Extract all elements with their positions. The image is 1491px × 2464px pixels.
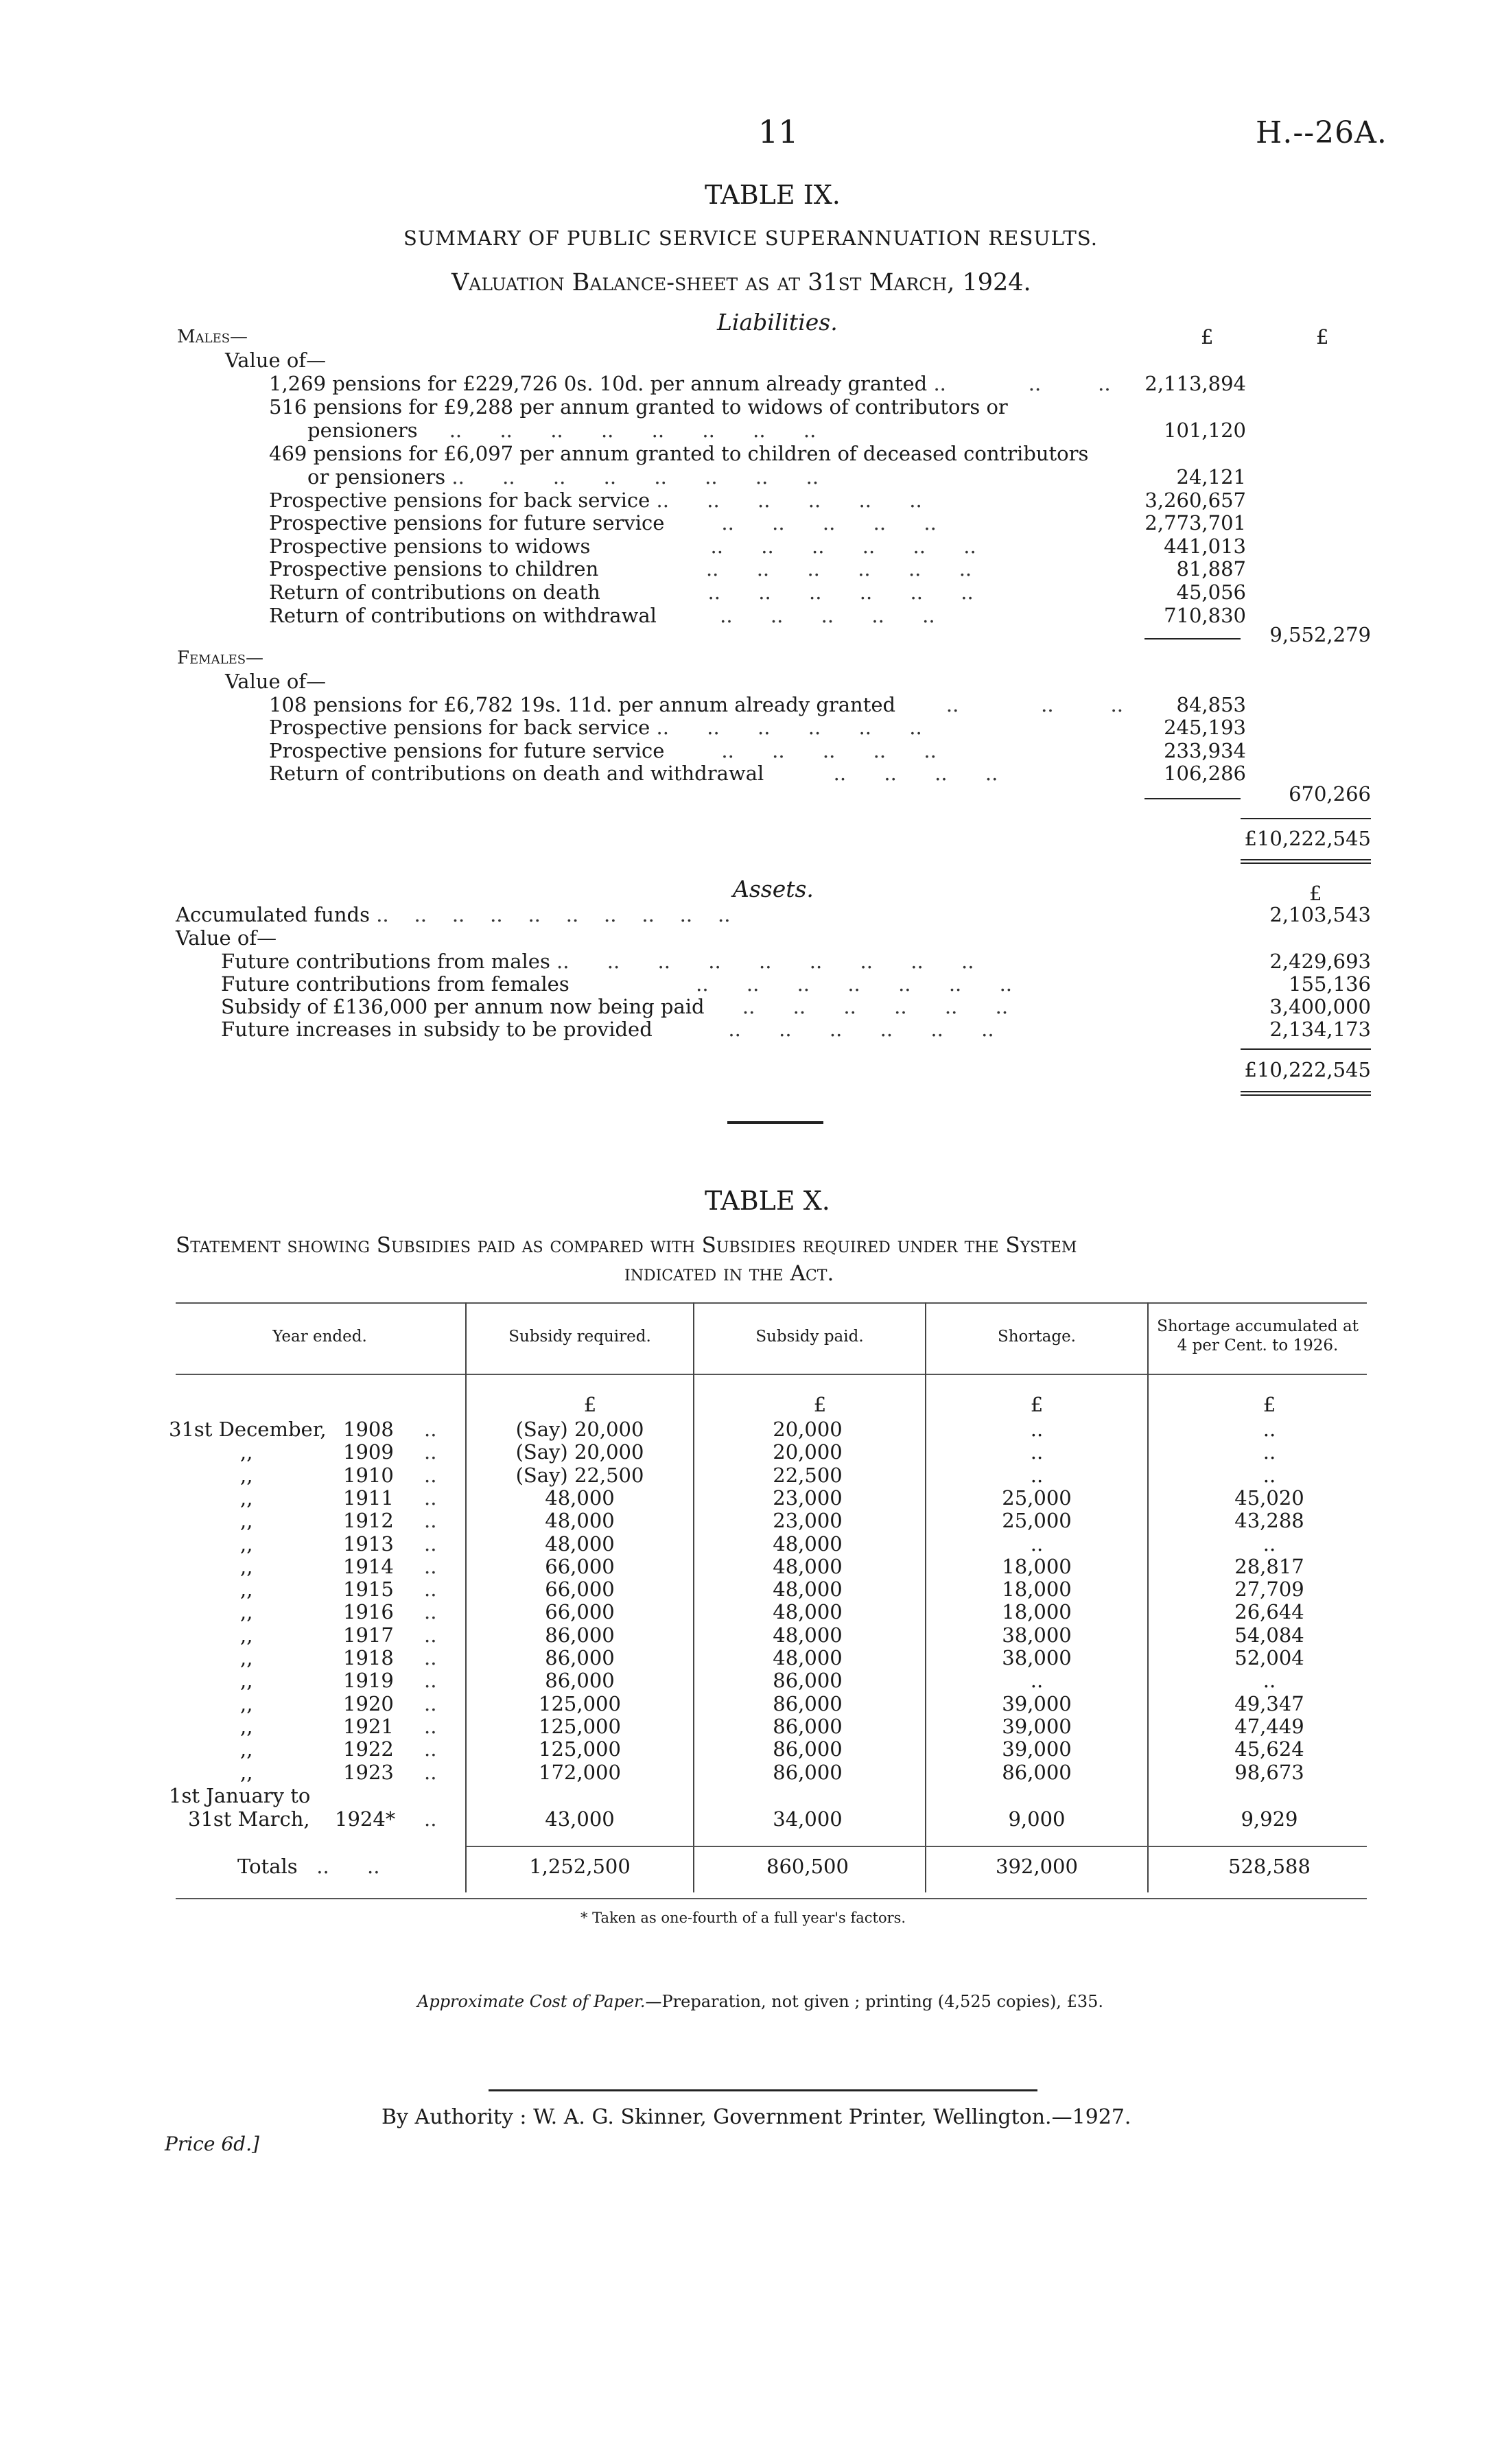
females-total: 670,266 [1289, 782, 1371, 806]
last-row-required: 43,000 [545, 1807, 615, 1831]
line-item-value: 3,400,000 [1269, 995, 1371, 1018]
row-prefix: ,, [240, 1646, 253, 1669]
row-leader: .. [424, 1577, 437, 1601]
line-item-label: Prospective pensions for future service .. .. .. .. .. [269, 511, 937, 535]
row-leader: .. [424, 1464, 437, 1487]
row-shortage: 39,000 [1002, 1715, 1072, 1738]
col-header-accumulated-1: Shortage accumulated at [1157, 1317, 1359, 1335]
totals-top-rule [467, 1846, 1367, 1847]
row-shortage: 25,000 [1002, 1486, 1072, 1510]
row-required: 86,000 [545, 1623, 615, 1647]
row-paid: 48,000 [773, 1623, 843, 1647]
last-row-year: 1924* [335, 1807, 396, 1831]
table-x-header-rule [176, 1374, 1367, 1375]
row-required: 48,000 [545, 1509, 615, 1532]
line-item-label: 108 pensions for £6,782 19s. 11d. per annum already granted .. .. .. [269, 693, 1123, 716]
table-x-subtitle-line1: Statement showing Subsidies paid as compared with Subsidies required under the System [176, 1233, 1077, 1258]
row-leader: .. [424, 1715, 437, 1738]
row-paid: 20,000 [773, 1440, 843, 1464]
col-header-paid: Subsidy paid. [755, 1328, 864, 1346]
females-value-of: Value of— [225, 670, 327, 693]
row-paid: 48,000 [773, 1532, 843, 1556]
row-shortage: .. [1030, 1464, 1044, 1487]
row-leader: .. [424, 1418, 437, 1441]
row-prefix: ,, [240, 1692, 253, 1715]
row-shortage: .. [1030, 1440, 1044, 1464]
totals-paid: 860,500 [766, 1855, 849, 1878]
row-paid: 23,000 [773, 1486, 843, 1510]
document-reference: H.--26A. [1256, 115, 1387, 150]
row-prefix: ,, [240, 1555, 253, 1578]
males-heading: Males— [177, 327, 248, 347]
row-prefix: ,, [240, 1715, 253, 1738]
line-item-value: 710,830 [1164, 604, 1246, 627]
balance-sheet-title: Valuation Balance-sheet as at 31st March, 1924. [451, 269, 1031, 296]
line-item-label: 469 pensions for £6,097 per annum granted to children of deceased contributors [269, 442, 1089, 465]
table-x-bottom-rule [176, 1898, 1367, 1899]
row-year: 1911 [343, 1486, 394, 1510]
row-year: 1910 [343, 1464, 394, 1487]
row-accumulated: 26,644 [1234, 1600, 1304, 1623]
row-paid: 48,000 [773, 1600, 843, 1623]
table-x-title: TABLE X. [705, 1186, 830, 1216]
col-divider-1 [465, 1302, 467, 1892]
line-item-label: or pensioners .. .. .. .. .. .. .. .. [307, 465, 819, 489]
row-shortage: 18,000 [1002, 1600, 1072, 1623]
liabilities-total: £10,222,545 [1244, 827, 1371, 850]
row-required: 66,000 [545, 1600, 615, 1623]
row-year: 1912 [343, 1509, 394, 1532]
row-year: 1916 [343, 1600, 394, 1623]
liabilities-total-rule [1241, 818, 1371, 819]
row-paid: 48,000 [773, 1577, 843, 1601]
line-item-label: Return of contributions on death .. .. .. .. .. .. [269, 580, 974, 604]
line-item-value: 2,134,173 [1269, 1018, 1371, 1041]
row-shortage: 39,000 [1002, 1692, 1072, 1715]
totals-accumulated: 528,588 [1228, 1855, 1311, 1878]
line-item-value: 101,120 [1164, 419, 1246, 442]
line-item-value: 2,773,701 [1144, 511, 1246, 535]
line-item-label: Prospective pensions for back service .. .. .. .. .. .. [269, 489, 922, 512]
currency-paid: £ [813, 1393, 827, 1416]
row-leader: .. [424, 1555, 437, 1578]
last-row-paid: 34,000 [773, 1807, 843, 1831]
row-prefix: ,, [240, 1486, 253, 1510]
row-required: (Say) 22,500 [515, 1464, 644, 1487]
line-item-value: 2,429,693 [1269, 950, 1371, 973]
row-accumulated: 28,817 [1234, 1555, 1304, 1578]
row-year: 1923 [343, 1761, 394, 1784]
females-heading: Females— [177, 648, 264, 668]
row-shortage: 86,000 [1002, 1761, 1072, 1784]
row-required: 86,000 [545, 1669, 615, 1692]
line-item-value: 3,260,657 [1144, 489, 1246, 512]
row-year: 1914 [343, 1555, 394, 1578]
totals-required: 1,252,500 [529, 1855, 631, 1878]
row-shortage: .. [1030, 1532, 1044, 1556]
currency-shortage: £ [1030, 1393, 1044, 1416]
assets-total-rule [1241, 1048, 1371, 1050]
row-shortage: .. [1030, 1669, 1044, 1692]
line-item-label: Prospective pensions for future service .. .. .. .. .. [269, 739, 937, 762]
liabilities-double-rule [1241, 859, 1371, 864]
row-shortage: 18,000 [1002, 1577, 1072, 1601]
row-prefix: ,, [240, 1464, 253, 1487]
liabilities-currency-1: £ [1201, 325, 1214, 349]
row-leader: .. [424, 1623, 437, 1647]
males-total: 9,552,279 [1269, 623, 1371, 646]
row-year: 1920 [343, 1692, 394, 1715]
row-year: 1919 [343, 1669, 394, 1692]
row-paid: 86,000 [773, 1737, 843, 1761]
authority-rule [489, 2089, 1037, 2091]
last-row-prefix-1: 1st January to [169, 1784, 311, 1807]
line-item-value: 45,056 [1176, 580, 1246, 604]
line-item-value: 245,193 [1164, 716, 1246, 739]
row-required: 125,000 [539, 1715, 621, 1738]
paper-cost-note: Approximate Cost of Paper.—Preparation, not given ; printing (4,525 copies), £35. [417, 1992, 1104, 2011]
col-header-accumulated-2: 4 per Cent. to 1926. [1177, 1337, 1339, 1354]
row-shortage: 39,000 [1002, 1737, 1072, 1761]
liabilities-currency-2: £ [1316, 325, 1329, 349]
row-leader: .. [424, 1532, 437, 1556]
row-accumulated: 49,347 [1234, 1692, 1304, 1715]
col-divider-3 [925, 1302, 926, 1892]
line-item-label: Return of contributions on death and withdrawal .. .. .. .. [269, 762, 998, 785]
line-item-value: 84,853 [1176, 693, 1246, 716]
line-item-label: Future contributions from females .. .. .. .. .. .. .. [221, 972, 1013, 996]
table-x-footnote: * Taken as one-fourth of a full year's factors. [580, 1910, 906, 1926]
row-prefix: ,, [240, 1509, 253, 1532]
line-item-label: Prospective pensions to children .. .. .. .. .. .. [269, 557, 972, 580]
row-paid: 48,000 [773, 1646, 843, 1669]
line-item-label: 1,269 pensions for £229,726 0s. 10d. per annum already granted .. .. .. [269, 372, 1111, 395]
line-item-value: 441,013 [1164, 535, 1246, 558]
row-required: 125,000 [539, 1737, 621, 1761]
line-item-label: Prospective pensions to widows .. .. .. .. .. .. [269, 535, 976, 558]
row-accumulated: .. [1263, 1440, 1276, 1464]
row-accumulated: 47,449 [1234, 1715, 1304, 1738]
row-prefix: 31st December, [169, 1418, 327, 1441]
row-paid: 22,500 [773, 1464, 843, 1487]
currency-required: £ [583, 1393, 597, 1416]
row-year: 1917 [343, 1623, 394, 1647]
liabilities-heading: Liabilities. [717, 309, 838, 336]
row-paid: 86,000 [773, 1692, 843, 1715]
col-header-year: Year ended. [272, 1328, 367, 1346]
row-shortage: .. [1030, 1418, 1044, 1441]
table-ix-title: TABLE IX. [705, 180, 841, 210]
line-item-label: Future contributions from males .. .. .. .. .. .. .. .. .. [221, 950, 974, 973]
males-value-of: Value of— [225, 349, 327, 372]
row-year: 1913 [343, 1532, 394, 1556]
row-year: 1908 [343, 1418, 394, 1441]
currency-accumulated: £ [1263, 1393, 1276, 1416]
row-prefix: ,, [240, 1737, 253, 1761]
totals-label: Totals .. .. [237, 1855, 380, 1878]
line-item-value: 233,934 [1164, 739, 1246, 762]
page-number: 11 [758, 113, 799, 150]
col-divider-4 [1147, 1302, 1149, 1892]
row-paid: 20,000 [773, 1418, 843, 1441]
row-accumulated: 43,288 [1234, 1509, 1304, 1532]
line-item-label: pensioners .. .. .. .. .. .. .. .. [307, 419, 817, 442]
row-paid: 86,000 [773, 1669, 843, 1692]
accumulated-funds-label: Accumulated funds .. .. .. .. .. .. .. .. .. .. [176, 903, 731, 926]
row-prefix: ,, [240, 1532, 253, 1556]
row-year: 1921 [343, 1715, 394, 1738]
last-row-shortage: 9,000 [1008, 1807, 1066, 1831]
row-shortage: 18,000 [1002, 1555, 1072, 1578]
row-leader: .. [424, 1486, 437, 1510]
line-item-label: Subsidy of £136,000 per annum now being paid .. .. .. .. .. .. [221, 995, 1009, 1018]
row-year: 1909 [343, 1440, 394, 1464]
row-required: 172,000 [539, 1761, 621, 1784]
row-accumulated: 98,673 [1234, 1761, 1304, 1784]
last-row-prefix-2: 31st March, [188, 1807, 310, 1831]
row-prefix: ,, [240, 1440, 253, 1464]
row-prefix: ,, [240, 1669, 253, 1692]
row-paid: 48,000 [773, 1555, 843, 1578]
row-required: 66,000 [545, 1577, 615, 1601]
row-required: 48,000 [545, 1532, 615, 1556]
col-divider-2 [693, 1302, 694, 1892]
row-required: 66,000 [545, 1555, 615, 1578]
row-accumulated: 45,020 [1234, 1486, 1304, 1510]
assets-currency: £ [1309, 882, 1322, 905]
row-leader: .. [424, 1440, 437, 1464]
row-accumulated: .. [1263, 1464, 1276, 1487]
assets-value-of: Value of— [176, 926, 277, 950]
row-paid: 23,000 [773, 1509, 843, 1532]
row-accumulated: .. [1263, 1532, 1276, 1556]
row-leader: .. [424, 1669, 437, 1692]
line-item-label: 516 pensions for £9,288 per annum granted to widows of contributors or [269, 395, 1008, 419]
line-item-value: 2,113,894 [1144, 372, 1246, 395]
row-year: 1922 [343, 1737, 394, 1761]
row-prefix: ,, [240, 1600, 253, 1623]
row-leader: .. [424, 1761, 437, 1784]
row-prefix: ,, [240, 1577, 253, 1601]
line-item-value: 81,887 [1176, 557, 1246, 580]
line-item-value: 24,121 [1176, 465, 1246, 489]
row-accumulated: 45,624 [1234, 1737, 1304, 1761]
line-item-label: Future increases in subsidy to be provided .. .. .. .. .. .. [221, 1018, 994, 1041]
row-shortage: 25,000 [1002, 1509, 1072, 1532]
assets-heading: Assets. [733, 876, 814, 902]
col-header-required: Subsidy required. [508, 1328, 651, 1346]
row-required: (Say) 20,000 [515, 1440, 644, 1464]
row-leader: .. [424, 1692, 437, 1715]
row-paid: 86,000 [773, 1761, 843, 1784]
row-shortage: 38,000 [1002, 1623, 1072, 1647]
line-item-value: 106,286 [1164, 762, 1246, 785]
section-divider [727, 1121, 823, 1124]
price: Price 6d.] [165, 2133, 259, 2155]
line-item-label: Prospective pensions for back service .. .. .. .. .. .. [269, 716, 922, 739]
row-required: 48,000 [545, 1486, 615, 1510]
col-header-shortage: Shortage. [997, 1328, 1076, 1346]
row-year: 1915 [343, 1577, 394, 1601]
row-required: (Say) 20,000 [515, 1418, 644, 1441]
row-accumulated: 52,004 [1234, 1646, 1304, 1669]
row-leader: .. [424, 1807, 437, 1831]
last-row-accumulated: 9,929 [1241, 1807, 1298, 1831]
table-x-subtitle-line2: indicated in the Act. [624, 1261, 834, 1286]
table-x-top-rule [176, 1302, 1367, 1304]
row-accumulated: 54,084 [1234, 1623, 1304, 1647]
row-leader: .. [424, 1509, 437, 1532]
row-accumulated: .. [1263, 1669, 1276, 1692]
row-shortage: 38,000 [1002, 1646, 1072, 1669]
line-item-value: 155,136 [1289, 972, 1371, 996]
row-required: 125,000 [539, 1692, 621, 1715]
row-year: 1918 [343, 1646, 394, 1669]
accumulated-funds-value: 2,103,543 [1269, 903, 1371, 926]
table-ix-subtitle: SUMMARY OF PUBLIC SERVICE SUPERANNUATION RESULTS. [403, 226, 1098, 250]
row-accumulated: 27,709 [1234, 1577, 1304, 1601]
assets-total: £10,222,545 [1244, 1058, 1371, 1081]
printer-authority: By Authority : W. A. G. Skinner, Government Printer, Wellington.—1927. [381, 2105, 1131, 2129]
line-item-label: Return of contributions on withdrawal .. .. .. .. .. [269, 604, 935, 627]
row-prefix: ,, [240, 1623, 253, 1647]
row-leader: .. [424, 1737, 437, 1761]
row-leader: .. [424, 1600, 437, 1623]
row-accumulated: .. [1263, 1418, 1276, 1441]
row-required: 86,000 [545, 1646, 615, 1669]
row-leader: .. [424, 1646, 437, 1669]
row-paid: 86,000 [773, 1715, 843, 1738]
row-prefix: ,, [240, 1761, 253, 1784]
assets-double-rule [1241, 1091, 1371, 1096]
totals-shortage: 392,000 [996, 1855, 1078, 1878]
